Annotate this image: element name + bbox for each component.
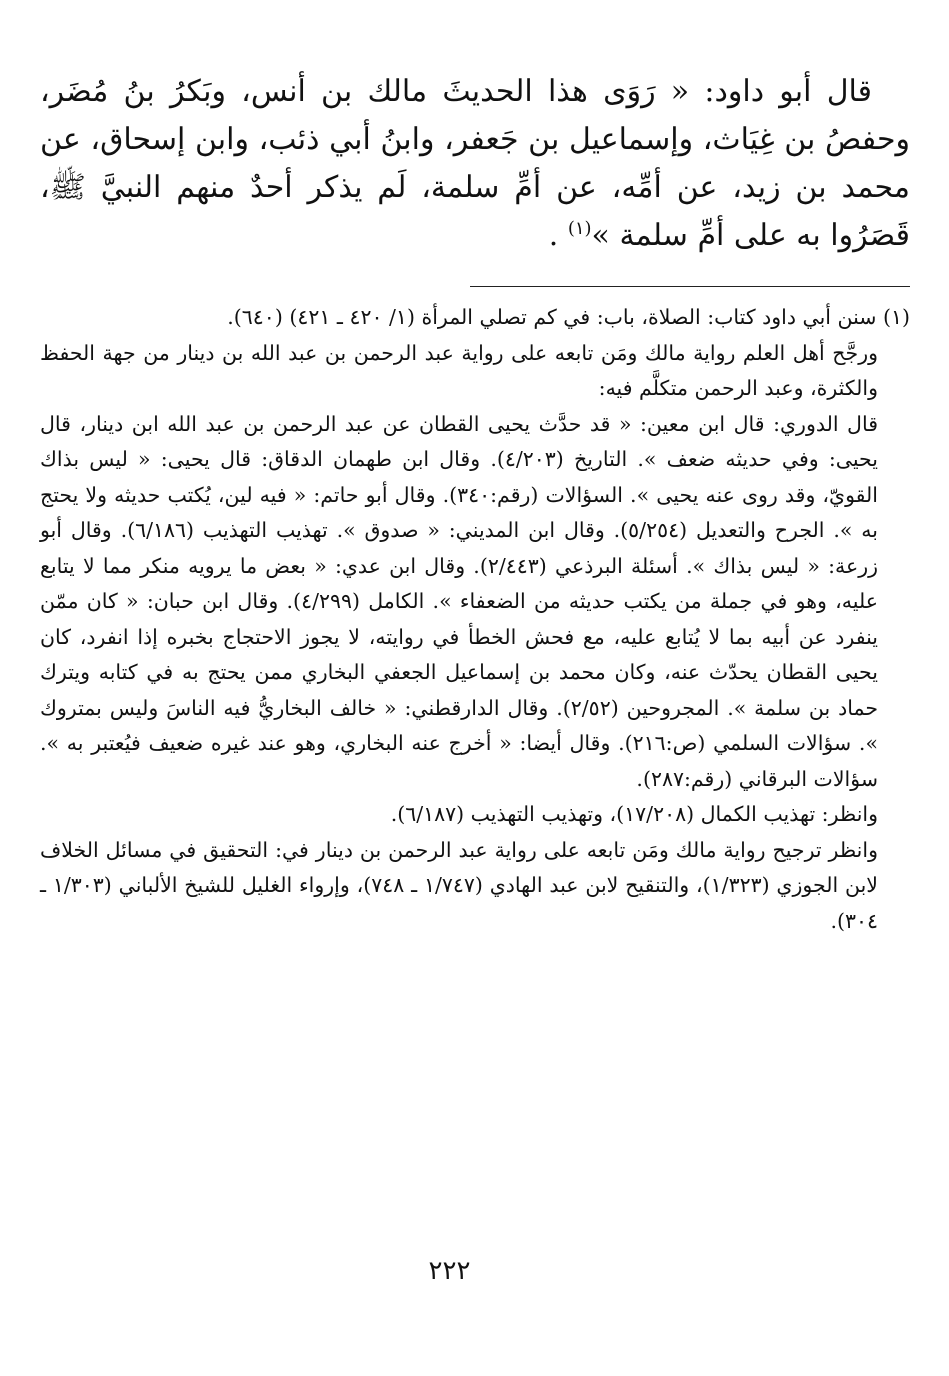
footnote-reference: (١) [567,218,592,239]
footnote-paragraph-tarjih: ورجَّح أهل العلم رواية مالك ومَن تابعه على رواية عبد الرحمن بن عبد الله بن دينار من جهة الحفظ والكثرة، وعبد الرحمن متكلَّم فيه: [40,340,878,400]
main-paragraph-text: قال أبو داود: « رَوَى هذا الحديثَ مالك بن أنس، وبَكرُ بنُ مُضَر، وحفصُ بن غِيَاث، وإسماعيل بن جَعفر، وابنُ أبي ذئب، وابن إسحاق، عن محمد بن زيد، عن أمِّه، عن أمِّ سلمة، لَم يذكر أحدٌ منهم النبيَّ ﷺ، قَصَرُوا به على أمِّ سلمة » [40,74,910,253]
footnote-1-body [40,336,910,940]
page-number: ٢٢٢ [428,1256,471,1286]
footnote-paragraph-see-also: وانظر: تهذيب الكمال (١٧/٢٠٨)، وتهذيب التهذيب (٦/١٨٧). [390,802,878,826]
footnote-1-citation: (١) سنن أبي داود كتاب: الصلاة، باب: في كم تصلي المرأة (١/ ٤٢٠ ـ ٤٢١) (٦٤٠). [227,305,910,329]
footnote-paragraph-further-references: وانظر ترجيح رواية مالك ومَن تابعه على رواية عبد الرحمن بن دينار في: التحقيق في مسائل الخلاف لابن الجوزي (١/٣٢٣)، والتنقيح لابن عبد الهادي (١/٧٤٧ ـ ٧٤٨)، وإرواء الغليل للشيخ الألباني (١/٣٠٣ ـ ٣٠٤). [40,837,878,933]
main-paragraph [40,68,910,260]
footnotes-section [40,300,910,939]
paragraph-end-mark: . [548,218,559,253]
footnote-paragraph-narrator-criticism: قال الدوري: قال ابن معين: « قد حدَّث يحيى القطان عن عبد الرحمن بن عبد الله ابن دينار، قال يحيى: وفي حديثه ضعف ». التاريخ (٤/٢٠٣). وقال ابن طهمان الدقاق: قال يحيى: « ليس بذاك القويّ، وقد روى عنه يحيى ». السؤالات (رقم:٣٤٠). وقال أبو حاتم: « فيه لين، يُكتب حديثه ولا يحتج به ». الجرح والتعديل (٥/٢٥٤). وقال ابن المديني: « صدوق ». تهذيب التهذيب (٦/١٨٦). وقال أبو زرعة: « ليس بذاك ». أسئلة البرذعي (٢/٤٤٣). وقال ابن عدي: « بعض ما يرويه منكر مما لا يتابع عليه، وهو في جملة من يكتب حديثه من الضعفاء ». الكامل (٤/٢٩٩). وقال ابن حبان: « كان ممّن ينفرد عن أبيه بما لا يُتابع عليه، مع فحش الخطأ في روايته، لا يجوز الاحتجاج بخبره إذا انفرد، كان يحيى القطان يحدّث عنه، وكان محمد بن إسماعيل الجعفي البخاري ممن يحتج به في كتابه ويترك حماد بن سلمة ». المجروحين (٢/٥٢). وقال الدارقطني: « خالف البخاريُّ فيه الناسَ وليس بمتروك ». سؤالات السلمي (ص:٢١٦). وقال أيضا: « أخرج عنه البخاري، وهو عند غيره ضعيف فيُعتبر به ». سؤالات البرقاني (رقم:٢٨٧). [40,411,879,791]
footnote-separator [470,286,910,287]
